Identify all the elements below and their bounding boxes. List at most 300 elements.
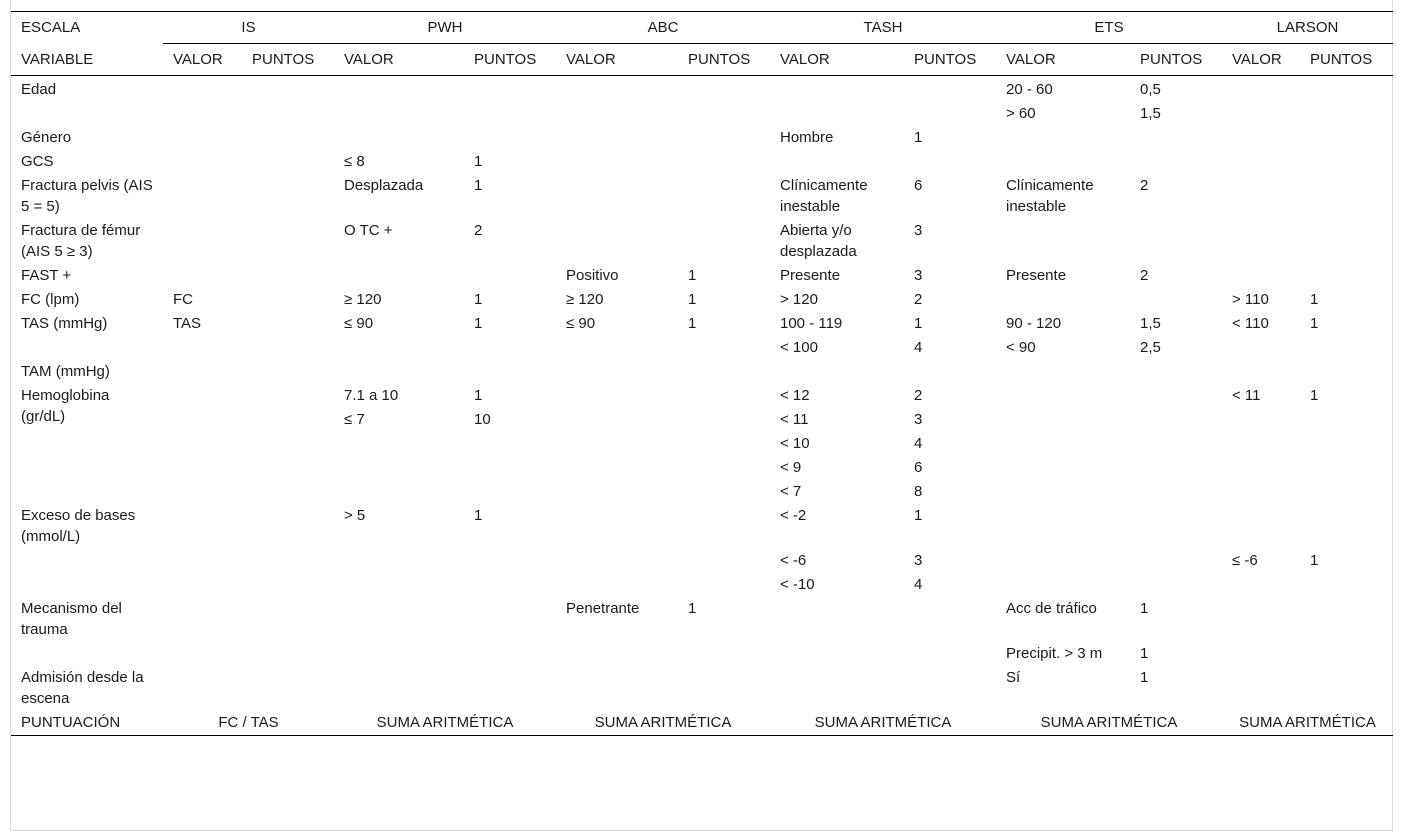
value-cell <box>1300 641 1393 665</box>
value-cell: ≤ 90 <box>344 315 374 332</box>
table-row <box>11 287 1393 311</box>
value-cell: < 7 <box>780 483 802 500</box>
variable-cell <box>11 431 163 455</box>
value-cell <box>556 76 678 102</box>
value-cell: 4 <box>914 435 923 452</box>
value-cell <box>678 572 770 596</box>
value-cell <box>996 125 1130 149</box>
table-row <box>11 455 1393 479</box>
variable-cell <box>11 455 163 479</box>
value-cell: Abierta y/o desplazada <box>780 222 857 260</box>
value-cell: 1 <box>1140 669 1149 686</box>
value-cell <box>334 101 464 125</box>
value-cell <box>1222 596 1300 641</box>
value-cell: > 110 <box>1232 291 1269 308</box>
value-cell <box>464 125 556 149</box>
value-cell: 1 <box>474 315 483 332</box>
value-cell <box>556 431 678 455</box>
value-cell <box>1222 359 1300 383</box>
value-cell <box>770 101 904 125</box>
value-cell <box>334 263 464 287</box>
value-cell: 1 <box>474 153 483 170</box>
value-cell: 1 <box>474 387 483 404</box>
value-cell <box>163 596 242 641</box>
value-cell: Clínicamente inestable <box>1006 177 1094 215</box>
value-cell <box>1300 455 1393 479</box>
value-cell: < -10 <box>780 576 815 593</box>
value-cell <box>996 287 1130 311</box>
value-cell <box>996 407 1130 431</box>
value-cell <box>163 149 242 173</box>
value-cell <box>556 479 678 503</box>
value-cell <box>770 641 904 665</box>
value-cell: Desplazada <box>344 177 424 194</box>
value-cell: ≥ 120 <box>344 291 382 308</box>
variable-cell <box>11 479 163 503</box>
value-cell <box>242 431 334 455</box>
value-cell: TAS <box>173 315 202 332</box>
total-label: PUNTUACIÓN <box>11 710 163 736</box>
value-cell <box>1300 596 1393 641</box>
value-cell <box>678 173 770 218</box>
value-cell: 6 <box>914 177 923 194</box>
value-cell <box>242 76 334 102</box>
variable-cell: Edad <box>21 81 57 98</box>
value-cell <box>556 503 678 548</box>
value-cell <box>678 455 770 479</box>
value-cell <box>1130 572 1222 596</box>
table-row <box>11 431 1393 455</box>
header-row-scales <box>11 12 1393 44</box>
value-cell <box>904 101 996 125</box>
value-cell <box>770 149 904 173</box>
table-row <box>11 76 1393 102</box>
value-cell <box>1130 383 1222 407</box>
table-row <box>11 572 1393 596</box>
value-cell <box>1130 149 1222 173</box>
value-cell <box>1222 407 1300 431</box>
value-cell <box>556 665 678 710</box>
value-cell <box>464 431 556 455</box>
table-row <box>11 149 1393 173</box>
value-cell <box>163 101 242 125</box>
variable-cell <box>11 101 163 125</box>
value-cell <box>464 596 556 641</box>
subheader-pwh-puntos: PUNTOS <box>464 44 556 76</box>
value-cell: < -2 <box>780 507 807 524</box>
value-cell <box>242 383 334 407</box>
value-cell <box>1300 359 1393 383</box>
value-cell <box>678 218 770 263</box>
value-cell <box>163 455 242 479</box>
table-row <box>11 407 1393 431</box>
value-cell <box>678 431 770 455</box>
variable-cell: Admisión desde la escena <box>21 669 144 707</box>
value-cell <box>1222 641 1300 665</box>
value-cell <box>464 665 556 710</box>
value-cell <box>163 125 242 149</box>
value-cell <box>464 76 556 102</box>
value-cell <box>556 359 678 383</box>
value-cell: O TC + <box>344 222 393 239</box>
value-cell <box>334 76 464 102</box>
value-cell <box>904 665 996 710</box>
value-cell <box>1130 407 1222 431</box>
value-cell: Penetrante <box>566 600 640 617</box>
value-cell: 1 <box>1310 315 1319 332</box>
value-cell <box>1222 431 1300 455</box>
value-cell <box>1300 218 1393 263</box>
value-cell: ≤ 90 <box>566 315 596 332</box>
value-cell: 1 <box>474 177 483 194</box>
value-cell: 90 - 120 <box>1006 315 1062 332</box>
value-cell: Precipit. > 3 m <box>1006 645 1103 662</box>
value-cell <box>163 335 242 359</box>
scale-header-tash: TASH <box>770 12 996 44</box>
value-cell: 1,5 <box>1140 105 1161 122</box>
subheader-is-valor: VALOR <box>163 44 242 76</box>
value-cell: < 90 <box>1006 339 1036 356</box>
table-row <box>11 218 1393 263</box>
value-cell <box>1130 359 1222 383</box>
scoring-table <box>11 11 1393 736</box>
value-cell <box>1130 503 1222 548</box>
value-cell: 4 <box>914 576 923 593</box>
value-cell <box>163 383 242 407</box>
table-row <box>11 125 1393 149</box>
value-cell <box>242 455 334 479</box>
value-cell <box>1130 479 1222 503</box>
value-cell: Clínicamente inestable <box>780 177 868 215</box>
value-cell <box>1300 572 1393 596</box>
scale-header-pwh: PWH <box>334 12 556 44</box>
value-cell <box>1130 548 1222 572</box>
value-cell: Acc de tráfico <box>1006 600 1097 617</box>
value-cell: 1 <box>914 507 923 524</box>
value-cell <box>996 479 1130 503</box>
table-body <box>11 76 1393 711</box>
subheader-pwh-valor: VALOR <box>334 44 464 76</box>
value-cell <box>1222 125 1300 149</box>
value-cell <box>242 665 334 710</box>
total-is: FC / TAS <box>163 710 334 736</box>
value-cell: 1 <box>688 267 697 284</box>
table-row <box>11 101 1393 125</box>
value-cell: Sí <box>1006 669 1021 686</box>
value-cell <box>1300 173 1393 218</box>
value-cell <box>334 335 464 359</box>
value-cell <box>904 641 996 665</box>
value-cell: 1 <box>1310 552 1319 569</box>
variable-cell: TAM (mmHg) <box>21 363 110 380</box>
value-cell <box>1222 218 1300 263</box>
value-cell <box>678 548 770 572</box>
value-cell <box>1300 101 1393 125</box>
value-cell <box>556 149 678 173</box>
value-cell: > 60 <box>1006 105 1036 122</box>
value-cell <box>556 548 678 572</box>
value-cell <box>556 335 678 359</box>
table-row <box>11 479 1393 503</box>
value-cell <box>678 383 770 407</box>
variable-cell <box>11 572 163 596</box>
value-cell <box>334 641 464 665</box>
value-cell <box>1300 503 1393 548</box>
value-cell <box>334 548 464 572</box>
scale-header-ets: ETS <box>996 12 1222 44</box>
value-cell <box>242 287 334 311</box>
value-cell <box>1130 431 1222 455</box>
value-cell <box>904 76 996 102</box>
value-cell <box>996 149 1130 173</box>
value-cell <box>996 572 1130 596</box>
value-cell <box>163 665 242 710</box>
total-tash: SUMA ARITMÉTICA <box>770 710 996 736</box>
variable-cell: Fractura de fémur (AIS 5 ≥ 3) <box>21 222 141 260</box>
value-cell <box>242 572 334 596</box>
value-cell <box>464 641 556 665</box>
variable-cell: FC (lpm) <box>21 291 80 308</box>
value-cell <box>1300 76 1393 102</box>
value-cell <box>163 263 242 287</box>
value-cell <box>678 335 770 359</box>
total-row <box>11 710 1393 736</box>
variable-cell <box>11 641 163 665</box>
variable-cell: Hemoglobina (gr/dL) <box>21 387 110 425</box>
value-cell <box>464 479 556 503</box>
value-cell: Positivo <box>566 267 619 284</box>
subheader-abc-valor: VALOR <box>556 44 678 76</box>
value-cell: < 10 <box>780 435 810 452</box>
value-cell <box>1222 101 1300 125</box>
value-cell: > 120 <box>780 291 818 308</box>
value-cell: 3 <box>914 267 923 284</box>
value-cell <box>163 548 242 572</box>
value-cell <box>1222 335 1300 359</box>
subheader-is-puntos: PUNTOS <box>242 44 334 76</box>
value-cell <box>163 479 242 503</box>
table-row <box>11 335 1393 359</box>
subheader-larson-valor: VALOR <box>1222 44 1300 76</box>
value-cell <box>996 218 1130 263</box>
value-cell: 0,5 <box>1140 81 1161 98</box>
value-cell <box>242 218 334 263</box>
variable-cell: TAS (mmHg) <box>21 315 108 332</box>
value-cell <box>556 218 678 263</box>
value-cell <box>996 548 1130 572</box>
value-cell: ≤ -6 <box>1232 552 1258 569</box>
value-cell: 1 <box>474 291 483 308</box>
value-cell: 1 <box>688 315 697 332</box>
value-cell: 1 <box>1140 645 1149 662</box>
value-cell <box>1300 431 1393 455</box>
value-cell <box>163 641 242 665</box>
value-cell <box>242 479 334 503</box>
value-cell: 3 <box>914 411 923 428</box>
value-cell <box>1130 287 1222 311</box>
value-cell <box>464 455 556 479</box>
table-row <box>11 359 1393 383</box>
value-cell <box>464 572 556 596</box>
value-cell <box>996 383 1130 407</box>
value-cell <box>770 665 904 710</box>
variable-cell <box>11 548 163 572</box>
value-cell <box>464 359 556 383</box>
variable-cell: Exceso de bases (mmol/L) <box>21 507 136 545</box>
value-cell <box>1222 572 1300 596</box>
value-cell: > 5 <box>344 507 366 524</box>
total-larson: SUMA ARITMÉTICA <box>1222 710 1393 736</box>
value-cell: < 9 <box>780 459 802 476</box>
value-cell <box>1222 455 1300 479</box>
value-cell <box>464 548 556 572</box>
variable-cell: GCS <box>21 153 54 170</box>
value-cell <box>334 596 464 641</box>
value-cell <box>1300 407 1393 431</box>
value-cell <box>242 263 334 287</box>
value-cell <box>334 125 464 149</box>
value-cell <box>1130 125 1222 149</box>
value-cell <box>242 335 334 359</box>
table-row <box>11 596 1393 641</box>
value-cell <box>1222 479 1300 503</box>
value-cell: 2 <box>914 291 923 308</box>
value-cell <box>242 101 334 125</box>
value-cell <box>678 503 770 548</box>
value-cell <box>464 263 556 287</box>
value-cell <box>1300 665 1393 710</box>
value-cell <box>334 665 464 710</box>
value-cell <box>1130 455 1222 479</box>
subheader-ets-puntos: PUNTOS <box>1130 44 1222 76</box>
variable-cell: Mecanismo del trauma <box>21 600 122 638</box>
value-cell <box>334 572 464 596</box>
total-pwh: SUMA ARITMÉTICA <box>334 710 556 736</box>
value-cell <box>334 359 464 383</box>
value-cell <box>1300 149 1393 173</box>
subheader-larson-puntos: PUNTOS <box>1300 44 1393 76</box>
value-cell <box>678 149 770 173</box>
value-cell <box>1300 263 1393 287</box>
value-cell: < -6 <box>780 552 807 569</box>
value-cell: 2 <box>1140 267 1149 284</box>
value-cell <box>163 572 242 596</box>
scale-header-abc: ABC <box>556 12 770 44</box>
scale-header-larson: LARSON <box>1222 12 1393 44</box>
value-cell: 1 <box>688 291 697 308</box>
value-cell <box>242 596 334 641</box>
value-cell <box>163 431 242 455</box>
value-cell <box>678 359 770 383</box>
corner-header-escala: ESCALA <box>11 12 163 44</box>
value-cell <box>163 407 242 431</box>
value-cell <box>678 125 770 149</box>
value-cell: < 110 <box>1232 315 1269 332</box>
value-cell: ≥ 120 <box>566 291 604 308</box>
value-cell: 4 <box>914 339 923 356</box>
value-cell: 1 <box>914 315 923 332</box>
variable-cell <box>11 335 163 359</box>
value-cell <box>678 76 770 102</box>
variable-cell: Género <box>21 129 72 146</box>
value-cell: < 11 <box>1232 387 1261 404</box>
value-cell <box>1130 218 1222 263</box>
table-row <box>11 665 1393 710</box>
table-row <box>11 173 1393 218</box>
table-row <box>11 641 1393 665</box>
value-cell <box>242 125 334 149</box>
table-row <box>11 548 1393 572</box>
value-cell <box>556 572 678 596</box>
value-cell <box>556 173 678 218</box>
value-cell <box>678 407 770 431</box>
value-cell <box>242 407 334 431</box>
value-cell <box>334 431 464 455</box>
value-cell: 6 <box>914 459 923 476</box>
value-cell <box>1222 665 1300 710</box>
value-cell <box>242 359 334 383</box>
value-cell: Hombre <box>780 129 834 146</box>
value-cell <box>334 479 464 503</box>
value-cell: 1 <box>1310 291 1319 308</box>
value-cell: < 12 <box>780 387 810 404</box>
value-cell: FC <box>173 291 193 308</box>
value-cell <box>1222 263 1300 287</box>
value-cell <box>464 101 556 125</box>
value-cell: 10 <box>474 411 491 428</box>
value-cell <box>996 503 1130 548</box>
value-cell <box>770 596 904 641</box>
corner-header-variable: VARIABLE <box>11 44 163 76</box>
value-cell: Presente <box>780 267 841 284</box>
value-cell <box>678 641 770 665</box>
value-cell <box>770 359 904 383</box>
value-cell: 2,5 <box>1140 339 1161 356</box>
value-cell: 1 <box>688 600 697 617</box>
value-cell <box>1300 125 1393 149</box>
value-cell <box>996 359 1130 383</box>
value-cell: Presente <box>1006 267 1067 284</box>
value-cell <box>904 149 996 173</box>
subheader-ets-valor: VALOR <box>996 44 1130 76</box>
value-cell <box>1300 335 1393 359</box>
value-cell <box>163 218 242 263</box>
value-cell <box>242 503 334 548</box>
value-cell <box>163 503 242 548</box>
subheader-tash-valor: VALOR <box>770 44 904 76</box>
value-cell <box>904 359 996 383</box>
value-cell: 100 - 119 <box>780 315 843 332</box>
value-cell <box>1300 479 1393 503</box>
value-cell <box>242 311 334 335</box>
value-cell <box>678 101 770 125</box>
value-cell: 7.1 a 10 <box>344 387 399 404</box>
value-cell: 1 <box>474 507 483 524</box>
value-cell: ≤ 7 <box>344 411 365 428</box>
value-cell: 8 <box>914 483 923 500</box>
value-cell: 1 <box>1310 387 1319 404</box>
variable-cell: Fractura pelvis (AIS 5 = 5) <box>21 177 153 215</box>
value-cell: 3 <box>914 222 923 239</box>
value-cell <box>678 479 770 503</box>
value-cell: 3 <box>914 552 923 569</box>
value-cell <box>242 641 334 665</box>
value-cell <box>556 455 678 479</box>
value-cell <box>904 596 996 641</box>
value-cell <box>163 173 242 218</box>
value-cell <box>1222 76 1300 102</box>
value-cell: 2 <box>1140 177 1149 194</box>
